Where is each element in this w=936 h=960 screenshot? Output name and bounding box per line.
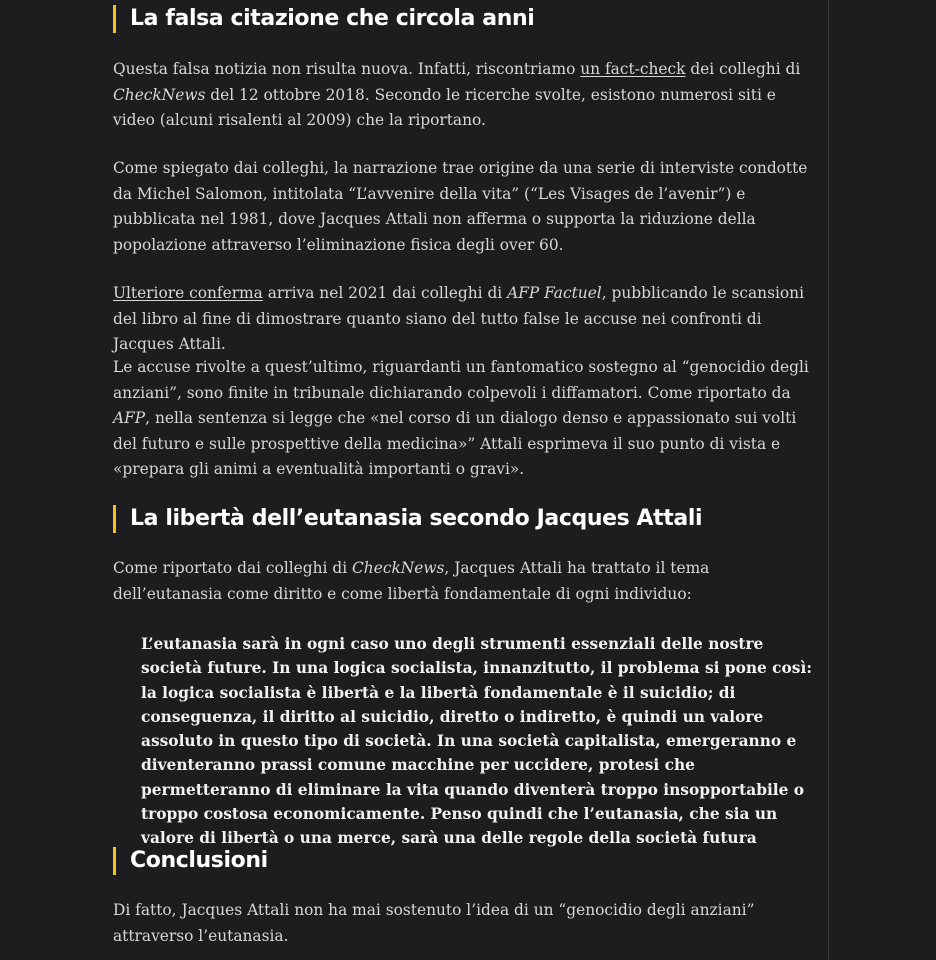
paragraph-court: Le accuse rivolte a quest’ultimo, riguardanti un fantomatico sostegno al “genocidio degli anziani”, sono finite in tribunale dichiarando colpevoli i diffamatori. Come riportato da AFP, nella sentenza si legge che «nel corso di un dialogo denso e appassionato sui volti del futuro e sulle prospettive della medicina»” Attali esprimeva il suo punto di vista e «prepara gli animi a eventualità importanti o gravi». <box>113 358 809 478</box>
paragraph-checknews: Come riportato dai colleghi di CheckNews, Jacques Attali ha trattato il tema dell’eutanasia come diritto e come libertà fondamentale di ogni individuo: <box>113 559 710 603</box>
sidebar-divider <box>828 0 829 960</box>
paragraph-intro: Questa falsa notizia non risulta nuova. Infatti, riscontriamo un fact-check dei colleghi di CheckNews del 12 ottobre 2018. Secondo le ricerche svolte, esistono numerosi siti e video (alcuni risalenti al 2009) che la riportano. <box>113 60 801 129</box>
attali-quote: L’eutanasia sarà in ogni caso uno degli strumenti essenziali delle nostre società future. In una logica socialista, innanzitutto, il problema si pone così: la logica socialista è libertà e la libertà fondamentale è il suicidio; di conseguenza, il diritto al suicidio, diretto o indiretto, è quindi un valore assoluto in questo tipo di società. In una società capitalista, emergeranno e diventeranno prassi comune macchine per uccidere, protesi che permetteranno di eliminare la vita quando diventerà troppo insopportabile o troppo costosa economicamente. Penso quindi che l’eutanasia, che sia un valore di libertà o una merce, sarà una delle regole della società futura <box>141 635 813 848</box>
fact-check-link[interactable]: un fact-check <box>580 60 686 78</box>
paragraph-conclusion: Di fatto, Jacques Attali non ha mai sostenuto l’idea di un “genocidio degli anziani” attraverso l’eutanasia. <box>113 901 755 945</box>
paragraph-origin: Come spiegato dai colleghi, la narrazione trae origine da una serie di interviste condotte da Michel Salomon, intitolata “L’avvenire della vita” (“Les Visages de l’avenir”) e pubblicata nel 1981, dove Jacques Attali non afferma o supporta la riduzione della popolazione attraverso l’eliminazione fisica degli over 60. <box>113 159 808 254</box>
further-confirmation-link[interactable]: Ulteriore conferma <box>113 284 263 302</box>
paragraph-confirmation: Ulteriore conferma arriva nel 2021 dai colleghi di AFP Factuel, pubblicando le scansioni del libro al fine di dimostrare quanto siano del tutto false le accuse nei confronti di Jacques Attali. <box>113 284 804 353</box>
section-heading-euthanasia: La libertà dell’eutanasia secondo Jacques Attali <box>113 505 702 533</box>
section-heading-conclusions: Conclusioni <box>113 847 268 875</box>
section-heading-false-quote: La falsa citazione che circola anni <box>113 5 534 33</box>
